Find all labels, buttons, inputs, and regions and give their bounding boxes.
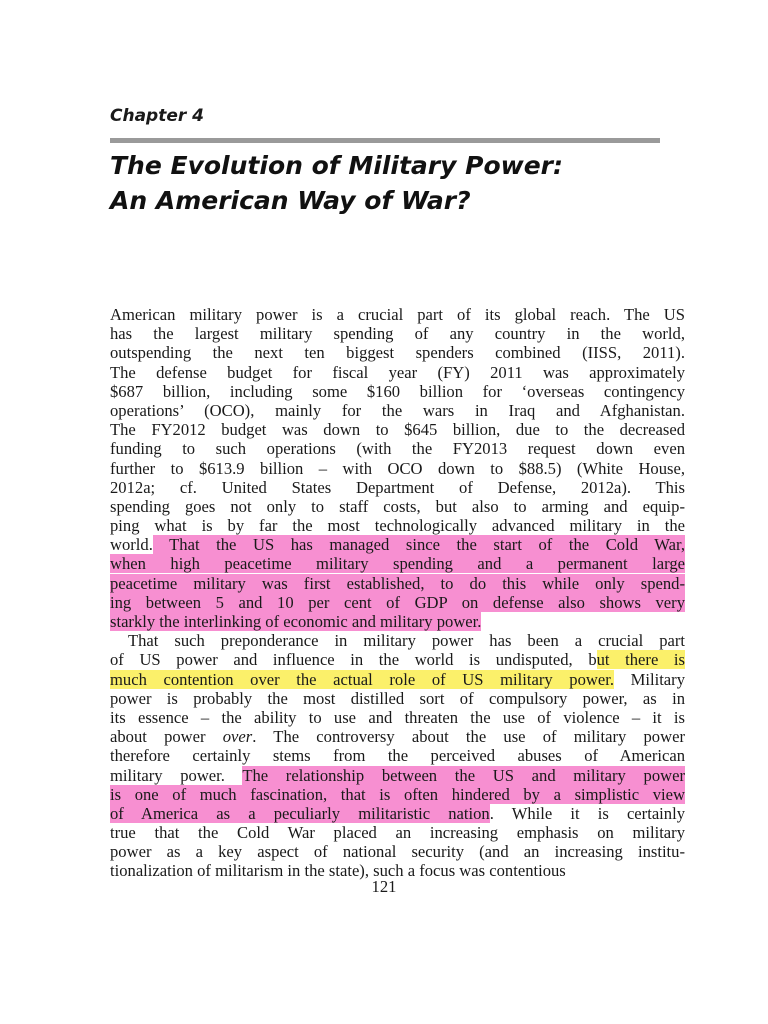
text-line [110, 612, 685, 631]
text-run: That such preponderance in military power has been a crucial part [128, 631, 685, 651]
text-line [110, 305, 685, 324]
text-run: . The controversy about the use of military power [252, 727, 685, 747]
text-run: 2012a; cf. United States Department of Defense, 2012a). This [110, 477, 685, 497]
text-run: funding to such operations (with the FY2013 request down even [110, 439, 685, 459]
text-line [110, 324, 685, 343]
text-run: The defense budget for fiscal year (FY) 2011 was approximately [110, 362, 685, 382]
body-text [110, 305, 685, 881]
text-run: spending goes not only to staff costs, but also to arming and equip- [110, 496, 685, 516]
pink-highlight: of America as a peculiarly militaristic nation [110, 803, 490, 823]
text-line [110, 497, 685, 516]
text-line [110, 727, 685, 746]
text-line [110, 554, 685, 573]
text-line [110, 363, 685, 382]
text-line [110, 516, 685, 535]
chapter-divider [110, 138, 660, 143]
text-run: tionalization of militarism in the state), such a focus was contentious [110, 861, 566, 881]
text-run: of US power and influence in the world is undisputed, b [110, 650, 597, 670]
text-line [110, 535, 685, 554]
text-run: The FY2012 budget was down to $645 billion, due to the decreased [110, 420, 685, 440]
text-run: power as a key aspect of national security (and an increasing institu- [110, 842, 685, 862]
text-line [110, 439, 685, 458]
text-run: Military [613, 669, 685, 689]
text-run: world. [110, 535, 153, 555]
chapter-title-line: An American Way of War? [110, 186, 471, 215]
text-line [110, 650, 685, 669]
text-run: . While it is certainly [489, 803, 685, 823]
text-run: true that the Cold War placed an increasing emphasis on military [110, 823, 685, 843]
chapter-label: Chapter 4 [110, 106, 205, 126]
chapter-title [110, 148, 680, 218]
text-run: therefore certainly stems from the perceived abuses of American [110, 746, 685, 766]
text-run: over [222, 727, 253, 747]
text-line [110, 574, 685, 593]
text-run: about power [110, 727, 223, 747]
text-line [110, 401, 685, 420]
text-line [110, 804, 685, 823]
pink-highlight: ing between 5 and 10 per cent of GDP on defense also shows very [110, 592, 685, 612]
text-run: operations’ (OCO), mainly for the wars in Iraq and Afghanistan. [110, 400, 685, 420]
text-line [110, 785, 685, 804]
text-line [110, 708, 685, 727]
text-run: American military power is a crucial part of its global reach. The US [110, 305, 685, 324]
text-run: $687 billion, including some $160 billion for ‘overseas contingency [110, 381, 685, 401]
text-run: further to $613.9 billion – with OCO down to $88.5) (White House, [110, 458, 685, 478]
pink-highlight: peacetime military was first established, to do this while only spend- [110, 573, 685, 593]
chapter-title-line: The Evolution of Military Power: [110, 151, 563, 180]
paragraph [110, 631, 685, 880]
text-line [110, 766, 685, 785]
text-line [110, 343, 685, 362]
text-run: outspending the next ten biggest spenders combined (IISS, 2011). [110, 343, 685, 363]
text-line [110, 842, 685, 861]
text-run: ping what is by far the most technologically advanced military in the [110, 516, 685, 536]
page-number: 121 [371, 877, 397, 896]
text-line [110, 670, 685, 689]
text-line [110, 459, 685, 478]
text-run: power is probably the most distilled sort of compulsory power, as in [110, 688, 685, 708]
text-line [110, 746, 685, 765]
text-line [110, 823, 685, 842]
text-line [110, 420, 685, 439]
text-run: its essence – the ability to use and threaten the use of violence – it is [110, 707, 685, 727]
pink-highlight: That the US has managed since the start of the Cold War, [152, 535, 685, 555]
text-line [110, 631, 685, 650]
pink-highlight: starkly the interlinking of economic and military power. [110, 612, 482, 631]
pink-highlight: when high peacetime military spending and a permanent large [110, 554, 685, 574]
yellow-highlight: much contention over the actual role of US military power. [110, 669, 614, 689]
pink-highlight: The relationship between the US and military power [242, 765, 685, 785]
pink-highlight: is one of much fascination, that is often hindered by a simplistic view [110, 784, 685, 804]
text-line [110, 478, 685, 497]
text-line [110, 382, 685, 401]
yellow-highlight: ut there is [596, 650, 686, 670]
text-line [110, 593, 685, 612]
paragraph [110, 305, 685, 631]
text-run: has the largest military spending of any country in the world, [110, 324, 685, 344]
text-run: military power. [110, 765, 243, 785]
text-line [110, 689, 685, 708]
